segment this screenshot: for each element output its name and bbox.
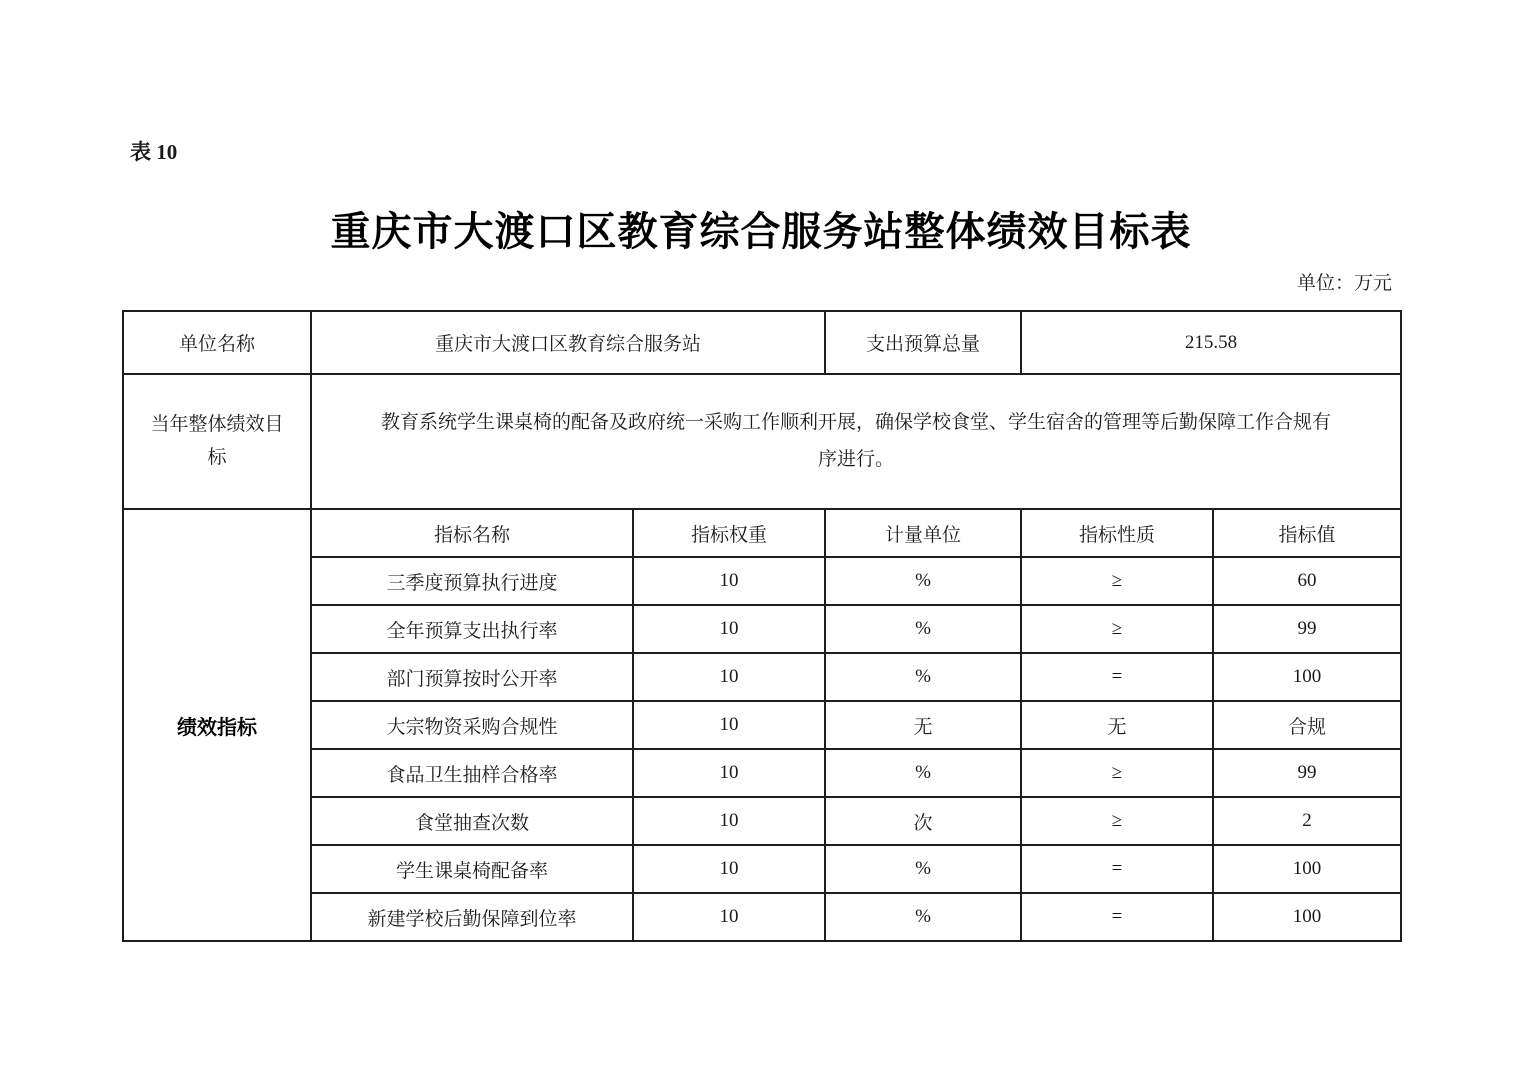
indicator-nature-cell: = [1021,845,1213,893]
indicator-value-cell: 合规 [1213,701,1401,749]
goal-label-text: 当年整体绩效目标 [150,414,284,468]
indicator-weight-cell: 10 [633,701,825,749]
measure-unit-cell: % [825,845,1021,893]
performance-indicator-section-label-cell: 绩效指标 [123,509,311,941]
indicator-name-cell: 学生课桌椅配备率 [311,845,633,893]
indicator-value-cell: 100 [1213,845,1401,893]
indicator-name-cell: 新建学校后勤保障到位率 [311,893,633,941]
unit-info-row [123,311,1401,374]
currency-unit-note: 单位：万元 [1296,273,1392,294]
indicator-row [123,845,1401,893]
indicator-weight-cell: 10 [633,557,825,605]
indicator-nature-cell: ≥ [1021,749,1213,797]
measure-unit-cell: % [825,749,1021,797]
measure-unit-cell: % [825,605,1021,653]
indicator-weight-cell: 10 [633,845,825,893]
indicator-name-cell: 部门预算按时公开率 [311,653,633,701]
performance-target-table [122,310,1402,942]
goal-label-cell [123,374,311,509]
table-number-label: 表 10 [130,140,178,164]
goal-text-cell [311,374,1401,509]
indicator-row [123,653,1401,701]
indicator-weight-cell: 10 [633,749,825,797]
header-indicator-name: 指标名称 [311,509,633,557]
unit-name-value-cell: 重庆市大渡口区教育综合服务站 [311,311,825,374]
indicator-nature-cell: ≥ [1021,797,1213,845]
indicator-row [123,557,1401,605]
header-indicator-value: 指标值 [1213,509,1401,557]
indicator-name-cell: 三季度预算执行进度 [311,557,633,605]
indicator-value-cell: 60 [1213,557,1401,605]
header-measure-unit: 计量单位 [825,509,1021,557]
indicator-nature-cell: ≥ [1021,557,1213,605]
indicator-value-cell: 100 [1213,893,1401,941]
page-title: 重庆市大渡口区教育综合服务站整体绩效目标表 [330,210,1192,254]
unit-name-label-cell: 单位名称 [123,311,311,374]
indicator-value-cell: 100 [1213,653,1401,701]
indicator-nature-cell: ≥ [1021,605,1213,653]
indicator-name-cell: 食堂抽查次数 [311,797,633,845]
indicator-row [123,749,1401,797]
indicator-weight-cell: 10 [633,893,825,941]
measure-unit-cell: 无 [825,701,1021,749]
measure-unit-cell: % [825,557,1021,605]
indicator-value-cell: 99 [1213,605,1401,653]
measure-unit-cell: % [825,893,1021,941]
indicator-nature-cell: = [1021,653,1213,701]
indicator-weight-cell: 10 [633,797,825,845]
goal-text: 教育系统学生课桌椅的配备及政府统一采购工作顺利开展，确保学校食堂、学生宿舍的管理等后勤保障工作合规有序进行。 [380,412,1331,470]
indicator-name-cell: 大宗物资采购合规性 [311,701,633,749]
indicator-row [123,797,1401,845]
indicator-row [123,893,1401,941]
budget-value-cell: 215.58 [1021,311,1401,374]
indicator-row [123,605,1401,653]
indicator-weight-cell: 10 [633,653,825,701]
indicator-value-cell: 99 [1213,749,1401,797]
indicator-nature-cell: = [1021,893,1213,941]
header-indicator-weight: 指标权重 [633,509,825,557]
indicator-header-row [123,509,1401,557]
performance-table-body [123,311,1401,941]
indicator-name-cell: 食品卫生抽样合格率 [311,749,633,797]
indicator-value-cell: 2 [1213,797,1401,845]
indicator-row [123,701,1401,749]
indicator-nature-cell: 无 [1021,701,1213,749]
budget-label-cell: 支出预算总量 [825,311,1021,374]
header-indicator-nature: 指标性质 [1021,509,1213,557]
measure-unit-cell: 次 [825,797,1021,845]
annual-goal-row [123,374,1401,509]
measure-unit-cell: % [825,653,1021,701]
indicator-name-cell: 全年预算支出执行率 [311,605,633,653]
indicator-weight-cell: 10 [633,605,825,653]
